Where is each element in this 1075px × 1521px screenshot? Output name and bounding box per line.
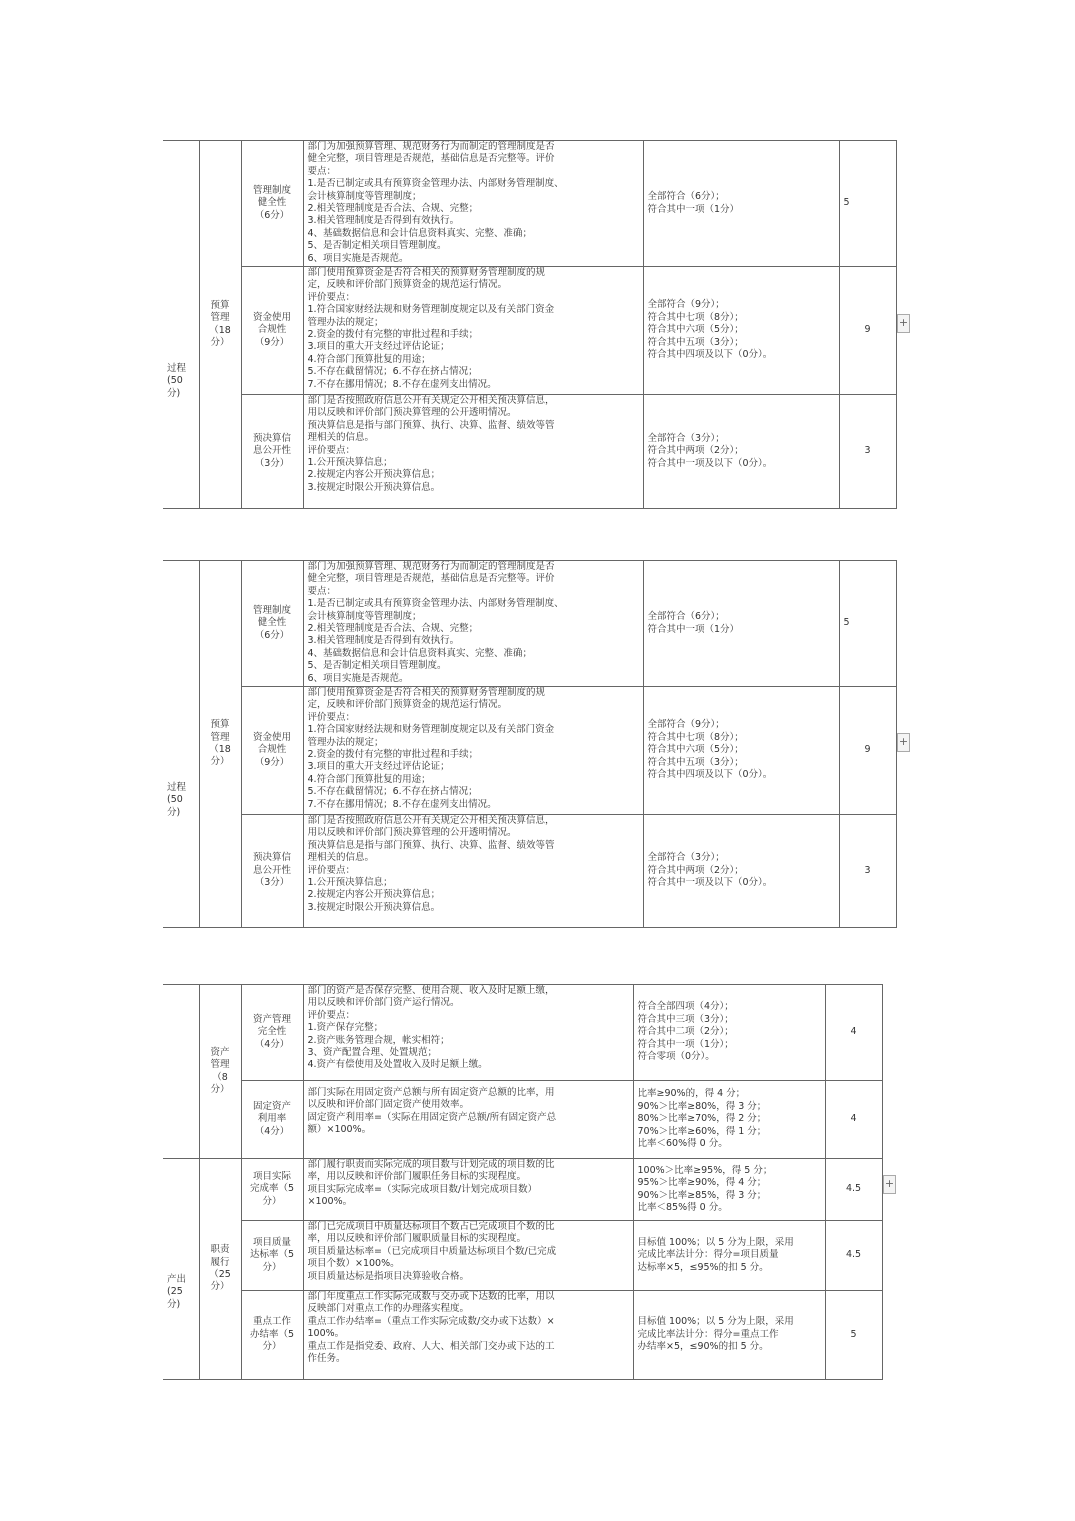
text-line: 全部符合（6分）； — [647, 611, 725, 623]
text-line: 符合全部四项（4分）； — [637, 1001, 734, 1013]
text-line: 比率＜85%得 0 分。 — [637, 1201, 728, 1213]
text-line: 项目质量达标率=（已完成项目中质量达标项目个数/已完成 — [307, 1245, 557, 1257]
text-line: 100%＞比率≥95%，得 5 分； — [637, 1164, 773, 1176]
category-level2: 预算 管理 （18 分） — [199, 141, 241, 509]
standard-cell — [633, 1291, 825, 1380]
text-line: 用以反映和评价部门资产运行情况。 — [307, 997, 460, 1009]
expand-row-button-3[interactable]: + — [883, 1175, 896, 1194]
text-line: 比率≥90%的，得 4 分； — [637, 1088, 746, 1100]
text-line: 1.公开预决算信息； — [307, 877, 393, 889]
expand-row-button-2[interactable]: + — [897, 733, 910, 752]
text-line: 4、基础数据信息和会计信息资料真实、完整、准确； — [307, 227, 533, 239]
score-cell: 3 — [839, 815, 896, 928]
score-cell: 3 — [839, 395, 896, 509]
text-line: 要点： — [307, 165, 337, 177]
text-line: 7.不存在挪用情况；8.不存在虚列支出情况。 — [307, 798, 497, 810]
text-line: 符合其中一项（1分） — [647, 203, 740, 215]
text-line: 用以反映和评价部门预决算管理的公开透明情况。 — [307, 407, 517, 419]
text-line: 理相关的信息。 — [307, 432, 375, 444]
text-line: 重点工作是指党委、政府、人大、相关部门交办或下达的工 — [307, 1340, 555, 1352]
text-line: 定，反映和评价部门预算资金的规范运行情况。 — [307, 279, 508, 291]
score-cell: 5 — [839, 141, 896, 267]
category-level2: 资产 管理 （8 分） — [199, 985, 241, 1159]
text-line: 符合其中五项（3分）； — [647, 756, 744, 768]
text-line: 率，用以反映和评价部门履职任务目标的实现程度。 — [307, 1171, 527, 1183]
text-line: 2.资金的拨付有完整的审批过程和手续； — [307, 329, 479, 341]
category-level1: 产出 (25 分) — [163, 1159, 199, 1380]
text-line: 评价要点： — [307, 711, 356, 723]
standard-cell — [643, 815, 839, 928]
text-line: 要点： — [307, 585, 337, 597]
text-line: 5、是否制定相关项目管理制度。 — [307, 240, 447, 252]
text-line: 1.符合国家财经法规和财务管理制度规定以及有关部门资金 — [307, 724, 555, 736]
category-level1: 过程 (50 分) — [163, 561, 199, 928]
text-line: 部门为加强预算管理、规范财务行为而制定的管理制度是否 — [307, 141, 555, 152]
text-line: 全部符合（3分）； — [647, 432, 725, 444]
text-line: 以反映和评价部门固定资产使用效率。 — [307, 1099, 470, 1111]
text-line: 部门使用预算资金是否符合相关的预算财务管理制度的规 — [307, 687, 546, 698]
indicator-cell: 预决算信 息公开性 （3分） — [241, 395, 303, 509]
text-line: 部门履行职责而实际完成的项目数与计划完成的项目数的比 — [307, 1159, 555, 1170]
criteria-cell — [303, 395, 643, 509]
score-cell: 5 — [825, 1291, 882, 1380]
text-line: 符合其中三项（3分）； — [637, 1013, 734, 1025]
indicator-cell: 资金使用 合规性 （9分） — [241, 687, 303, 815]
text-line: 全部符合（6分）； — [647, 191, 725, 203]
text-line: 3.项目的重大开支经过评估论证； — [307, 761, 450, 773]
criteria-cell — [303, 1221, 633, 1291]
expand-row-button-1[interactable]: + — [897, 314, 910, 333]
standard-cell — [643, 267, 839, 395]
text-line: 5.不存在截留情况；6.不存在挤占情况； — [307, 786, 478, 798]
text-line: 2.资产账务管理合规，帐实相符； — [307, 1034, 450, 1046]
evaluation-table-2 — [163, 560, 897, 928]
text-line: 全部符合（3分）； — [647, 852, 725, 864]
text-line: 90%＞比率≥80%，得 3 分； — [637, 1100, 767, 1112]
text-line: 70%＞比率≥60%，得 1 分； — [637, 1125, 767, 1137]
score-cell: 9 — [839, 687, 896, 815]
text-line: 1.资产保存完整； — [307, 1022, 384, 1034]
criteria-cell — [303, 141, 643, 267]
indicator-cell: 管理制度 健全性 （6分） — [241, 561, 303, 687]
text-line: 预决算信息是指与部门预算、执行、决算、监督、绩效等管 — [307, 839, 555, 851]
text-line: 符合其中一项及以下（0分）。 — [647, 457, 773, 469]
text-line: 理相关的信息。 — [307, 852, 375, 864]
text-line: 重点工作办结率=（重点工作实际完成数/交办或下达数）× — [307, 1315, 555, 1327]
score-cell: 5 — [839, 561, 896, 687]
text-line: 符合其中一项（1分）； — [637, 1038, 734, 1050]
score-cell: 4.5 — [825, 1221, 882, 1291]
text-line: 符合其中四项及以下（0分）。 — [647, 769, 773, 781]
text-line: 评价要点： — [307, 444, 356, 456]
text-line: 比率＜60%得 0 分。 — [637, 1138, 728, 1150]
text-line: 符合其中两项（2分）； — [647, 864, 744, 876]
text-line: 部门使用预算资金是否符合相关的预算财务管理制度的规 — [307, 267, 546, 278]
text-line: 1.公开预决算信息； — [307, 457, 393, 469]
criteria-cell — [303, 1159, 633, 1221]
text-line: 2.按规定内容公开预决算信息； — [307, 469, 441, 481]
text-line: 符合其中一项及以下（0分）。 — [647, 877, 773, 889]
evaluation-table-3 — [163, 984, 883, 1380]
text-line: 4.符合部门预算批复的用途； — [307, 773, 431, 785]
text-line: 率，用以反映和评价部门履职质量目标的实现程度。 — [307, 1233, 527, 1245]
text-line: 健全完整，项目管理是否规范，基础信息是否完整等。评价 — [307, 153, 555, 165]
criteria-cell — [303, 1081, 633, 1159]
text-line: 全部符合（9分）； — [647, 299, 725, 311]
text-line: 办结率×5，≤90%的扣 5 分。 — [637, 1341, 769, 1353]
text-line: 3.按规定时限公开预决算信息。 — [307, 901, 441, 913]
text-line: 6、项目实施是否规范。 — [307, 252, 409, 264]
category-level1: 过程 (50 分) — [163, 141, 199, 509]
text-line: 评价要点： — [307, 291, 356, 303]
text-line: 目标值 100%；以 5 分为上限，采用 — [637, 1316, 794, 1328]
text-line: 3、资产配置合理、处置规范； — [307, 1047, 438, 1059]
score-cell: 9 — [839, 267, 896, 395]
text-line: 6、项目实施是否规范。 — [307, 672, 409, 684]
indicator-cell: 资金使用 合规性 （9分） — [241, 267, 303, 395]
text-line: 部门是否按照政府信息公开有关规定公开相关预决算信息， — [307, 395, 555, 406]
text-line: 3.项目的重大开支经过评估论证； — [307, 341, 450, 353]
score-cell: 4 — [825, 1081, 882, 1159]
text-line: 95%＞比率≥90%，得 4 分； — [637, 1177, 767, 1189]
standard-cell — [643, 561, 839, 687]
text-line: 3.按规定时限公开预决算信息。 — [307, 481, 441, 493]
text-line: 全部符合（9分）； — [647, 719, 725, 731]
text-line: 部门实际在用固定资产总额与所有固定资产总额的比率，用 — [307, 1087, 555, 1098]
standard-cell — [643, 687, 839, 815]
indicator-cell: 固定资产 利用率 （4分） — [241, 1081, 303, 1159]
category-level1-empty — [163, 985, 199, 1159]
text-line: 90%＞比率≥85%，得 3 分； — [637, 1189, 767, 1201]
text-line: 3.相关管理制度是否得到有效执行。 — [307, 635, 460, 647]
text-line: 符合其中四项及以下（0分）。 — [647, 349, 773, 361]
score-cell: 4.5 — [825, 1159, 882, 1221]
text-line: 完成比率法计分：得分=重点工作 — [637, 1328, 779, 1340]
text-line: 4.符合部门预算批复的用途； — [307, 353, 431, 365]
category-level2: 职责 履行 （25 分） — [199, 1159, 241, 1380]
text-line: 部门为加强预算管理、规范财务行为而制定的管理制度是否 — [307, 561, 555, 572]
standard-cell — [643, 141, 839, 267]
text-line: 完成比率法计分：得分=项目质量 — [637, 1249, 779, 1261]
standard-cell — [633, 1221, 825, 1291]
text-line: 2.资金的拨付有完整的审批过程和手续； — [307, 749, 479, 761]
score-cell: 4 — [825, 985, 882, 1081]
criteria-cell — [303, 815, 643, 928]
standard-cell — [643, 395, 839, 509]
text-line: 100%。 — [307, 1328, 345, 1340]
text-line: 4.资产有偿使用及处置收入及时足额上缴。 — [307, 1059, 488, 1071]
text-line: 项目实际完成率=（实际完成项目数/计划完成项目数） — [307, 1183, 538, 1195]
indicator-cell: 项目质量 达标率（5 分） — [241, 1221, 303, 1291]
text-line: 达标率×5，≤95%的扣 5 分。 — [637, 1261, 769, 1273]
text-line: 管理办法的规定； — [307, 316, 384, 328]
text-line: 符合其中六项（5分）； — [647, 324, 744, 336]
category-level2: 预算 管理 （18 分） — [199, 561, 241, 928]
text-line: 符合其中七项（8分）； — [647, 731, 744, 743]
text-line: 1.符合国家财经法规和财务管理制度规定以及有关部门资金 — [307, 304, 555, 316]
indicator-cell: 重点工作 办结率（5 分） — [241, 1291, 303, 1380]
text-line: 健全完整，项目管理是否规范，基础信息是否完整等。评价 — [307, 573, 555, 585]
text-line: 会计核算制度等管理制度； — [307, 190, 422, 202]
text-line: 符合其中五项（3分）； — [647, 336, 744, 348]
text-line: 2.相关管理制度是否合法、合规、完整； — [307, 623, 479, 635]
text-line: 符合其中七项（8分）； — [647, 311, 744, 323]
text-line: 符合其中六项（5分）； — [647, 744, 744, 756]
indicator-cell: 管理制度 健全性 （6分） — [241, 141, 303, 267]
criteria-cell — [303, 687, 643, 815]
text-line: 评价要点： — [307, 864, 356, 876]
text-line: 7.不存在挪用情况；8.不存在虚列支出情况。 — [307, 378, 497, 390]
text-line: 项目个数）×100%。 — [307, 1258, 400, 1270]
text-line: 定，反映和评价部门预算资金的规范运行情况。 — [307, 699, 508, 711]
text-line: 1.是否已制定或具有预算资金管理办法、内部财务管理制度、 — [307, 598, 564, 610]
text-line: 部门年度重点工作实际完成数与交办或下达数的比率，用以 — [307, 1291, 555, 1302]
standard-cell — [633, 985, 825, 1081]
text-line: 1.是否已制定或具有预算资金管理办法、内部财务管理制度、 — [307, 178, 564, 190]
text-line: 80%＞比率≥70%，得 2 分； — [637, 1113, 767, 1125]
text-line: 符合其中一项（1分） — [647, 623, 740, 635]
text-line: 5.不存在截留情况；6.不存在挤占情况； — [307, 366, 478, 378]
text-line: 作任务。 — [307, 1353, 346, 1365]
text-line: 符合其中二项（2分）； — [637, 1026, 734, 1038]
text-line: 额）×100%。 — [307, 1124, 372, 1136]
indicator-cell: 项目实际 完成率（5 分） — [241, 1159, 303, 1221]
text-line: 部门的资产是否保存完整、使用合规、收入及时足额上缴， — [307, 985, 555, 996]
text-line: 2.按规定内容公开预决算信息； — [307, 889, 441, 901]
criteria-cell — [303, 267, 643, 395]
text-line: 反映部门对重点工作的办理落实程度。 — [307, 1303, 470, 1315]
text-line: 符合零项（0分）。 — [637, 1051, 715, 1063]
standard-cell — [633, 1081, 825, 1159]
criteria-cell — [303, 985, 633, 1081]
standard-cell — [633, 1159, 825, 1221]
text-line: 3.相关管理制度是否得到有效执行。 — [307, 215, 460, 227]
text-line: 固定资产利用率=（实际在用固定资产总额/所有固定资产总 — [307, 1111, 557, 1123]
indicator-cell: 预决算信 息公开性 （3分） — [241, 815, 303, 928]
criteria-cell — [303, 1291, 633, 1380]
indicator-cell: 资产管理 完全性 （4分） — [241, 985, 303, 1081]
text-line: 会计核算制度等管理制度； — [307, 610, 422, 622]
text-line: 部门是否按照政府信息公开有关规定公开相关预决算信息， — [307, 815, 555, 826]
text-line: 部门已完成项目中质量达标项目个数占已完成项目个数的比 — [307, 1221, 555, 1232]
text-line: 符合其中两项（2分）； — [647, 445, 744, 457]
text-line: 5、是否制定相关项目管理制度。 — [307, 660, 447, 672]
text-line: 2.相关管理制度是否合法、合规、完整； — [307, 203, 479, 215]
evaluation-table-1 — [163, 140, 897, 509]
text-line: 项目质量达标是指项目决算验收合格。 — [307, 1270, 470, 1282]
text-line: 管理办法的规定； — [307, 736, 384, 748]
text-line: ×100%。 — [307, 1196, 353, 1208]
text-line: 4、基础数据信息和会计信息资料真实、完整、准确； — [307, 647, 533, 659]
text-line: 用以反映和评价部门预决算管理的公开透明情况。 — [307, 827, 517, 839]
text-line: 评价要点： — [307, 1009, 356, 1021]
text-line: 目标值 100%；以 5 分为上限，采用 — [637, 1236, 794, 1248]
criteria-cell — [303, 561, 643, 687]
text-line: 预决算信息是指与部门预算、执行、决算、监督、绩效等管 — [307, 419, 555, 431]
